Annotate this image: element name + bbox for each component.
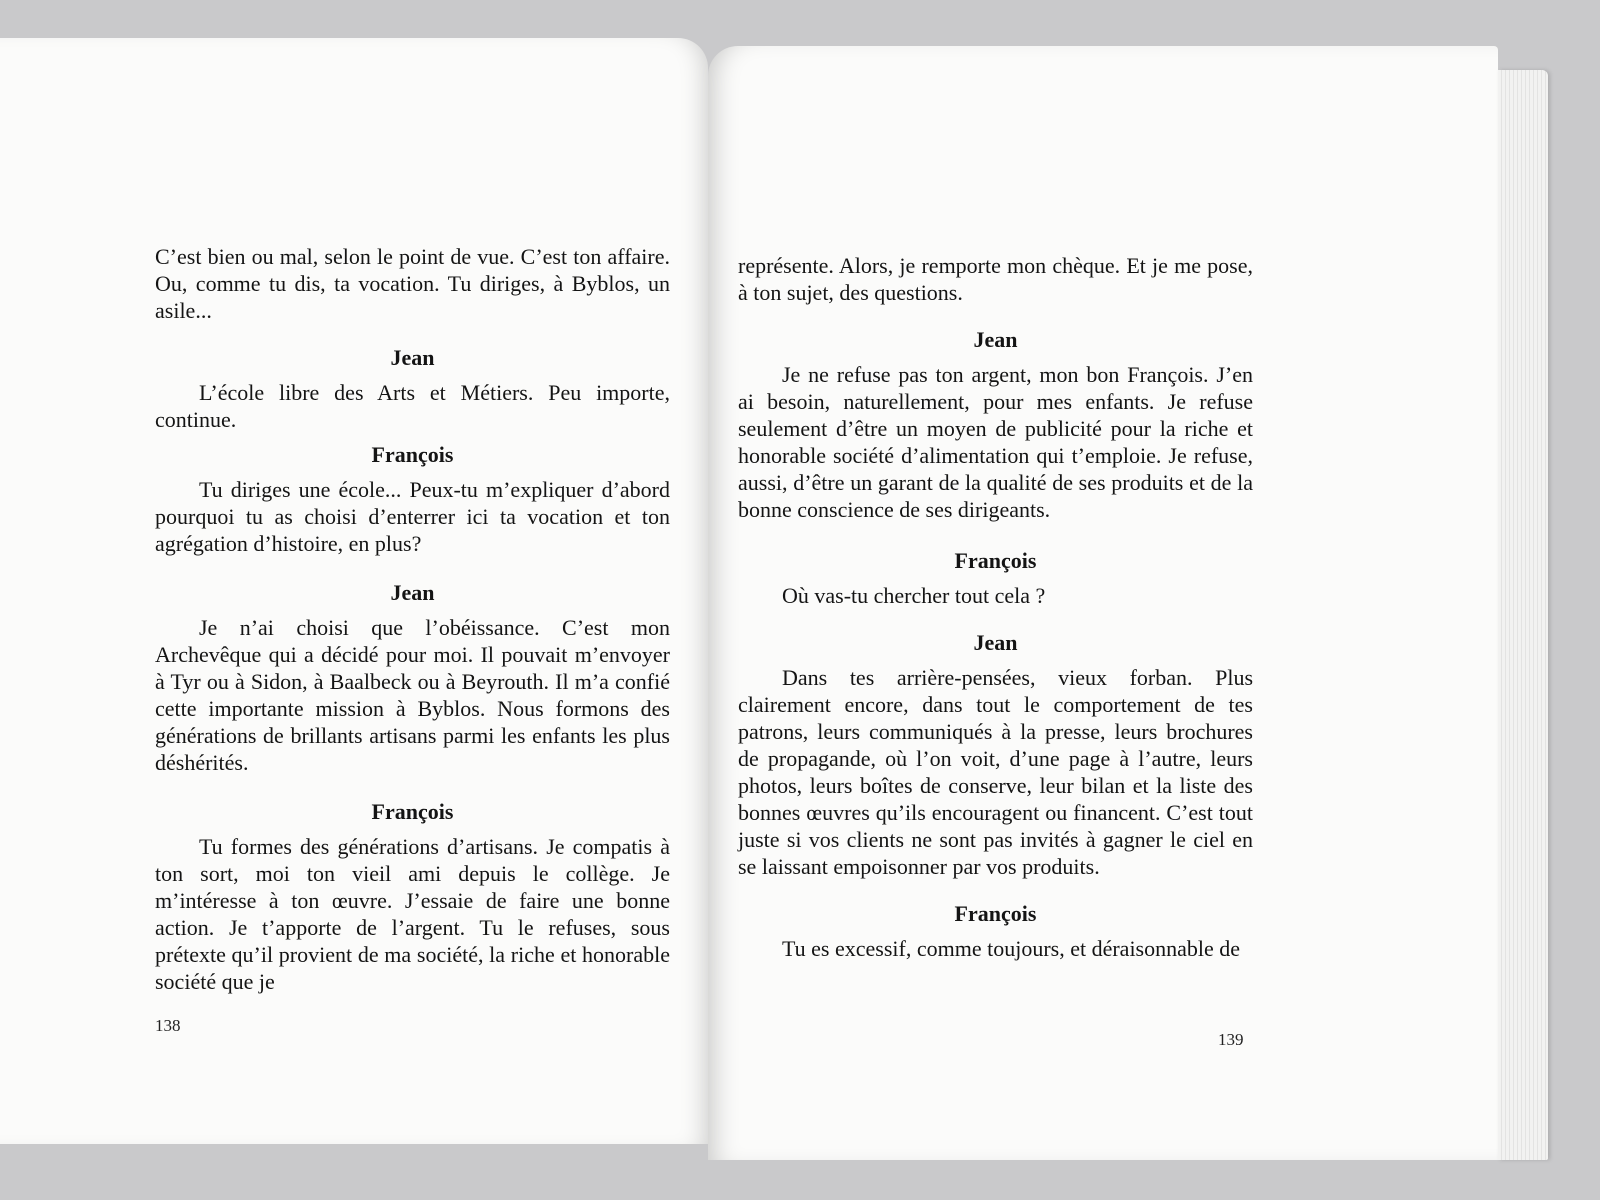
speaker-name: Jean: [973, 630, 1018, 655]
right-page-text: [738, 252, 1253, 962]
left-page: [0, 38, 708, 1144]
paragraph: Dans tes arrière-pensées, vieux forban. Plus clairement encore, dans tout le comportement de tes patrons, leurs communiqués à la presse, leurs brochures de propagande, où l’on voit, d’une page à l’autre, leurs photos, leurs boîtes de conserve, leur bilan et la liste des bonnes œuvres qu’ils encouragent ou financent. C’est tout juste si vos clients ne sont pas invités à gagner le ciel en se laissant empoisonner par vos produits.: [738, 665, 1253, 879]
paragraph: Tu diriges une école... Peux-tu m’expliquer d’abord pourquoi tu as choisi d’enterrer ici ta vocation et ton agrégation d’histoire, en plus?: [155, 477, 670, 556]
speaker-name: François: [954, 901, 1037, 926]
right-page: [708, 46, 1498, 1160]
page-number: 139: [1218, 1030, 1244, 1049]
paragraph: Je ne refuse pas ton argent, mon bon François. J’en ai besoin, naturellement, pour mes enfants. Je refuse seulement d’être un moyen de publicité pour la riche et honorable société d’alimentation qui t’emploie. Je refuse, aussi, d’être un garant de la qualité de ses produits et de la bonne conscience de ses dirigeants.: [738, 362, 1253, 522]
paragraph: Je n’ai choisi que l’obéissance. C’est mon Archevêque qui a décidé pour moi. Il pouvait m’envoyer à Tyr ou à Sidon, à Baalbeck ou à Beyrouth. Il m’a confié cette importante mission à Byblos. Nous formons des générations de brillants artisans parmi les enfants les plus déshérités.: [155, 615, 670, 775]
open-book: [0, 38, 1560, 1168]
paragraph: L’école libre des Arts et Métiers. Peu importe, continue.: [155, 380, 670, 432]
paragraph: Tu formes des générations d’artisans. Je compatis à ton sort, moi ton vieil ami depuis le collège. Je m’intéresse à ton œuvre. J’essaie de faire une bonne action. Je t’apporte de l’argent. Tu le refuses, sous prétexte qu’il provient de ma société, la riche et honorable société que je: [155, 834, 670, 994]
speaker-name: François: [954, 548, 1037, 573]
speaker-name: François: [371, 799, 454, 824]
speaker-name: Jean: [390, 345, 435, 370]
page-edges: [1498, 70, 1548, 1160]
paragraph: Tu es excessif, comme toujours, et déraisonnable de: [782, 936, 1241, 961]
page-number: 138: [155, 1016, 181, 1035]
left-page-text: [155, 243, 670, 995]
paragraph: Où vas-tu chercher tout cela ?: [782, 583, 1046, 608]
speaker-name: François: [371, 442, 454, 467]
speaker-name: Jean: [390, 580, 435, 605]
paragraph: représente. Alors, je remporte mon chèque. Et je me pose, à ton sujet, des questions.: [738, 253, 1253, 305]
paragraph: C’est bien ou mal, selon le point de vue. C’est ton affaire. Ou, comme tu dis, ta vocation. Tu diriges, à Byblos, un asile...: [155, 244, 670, 323]
speaker-name: Jean: [973, 327, 1018, 352]
